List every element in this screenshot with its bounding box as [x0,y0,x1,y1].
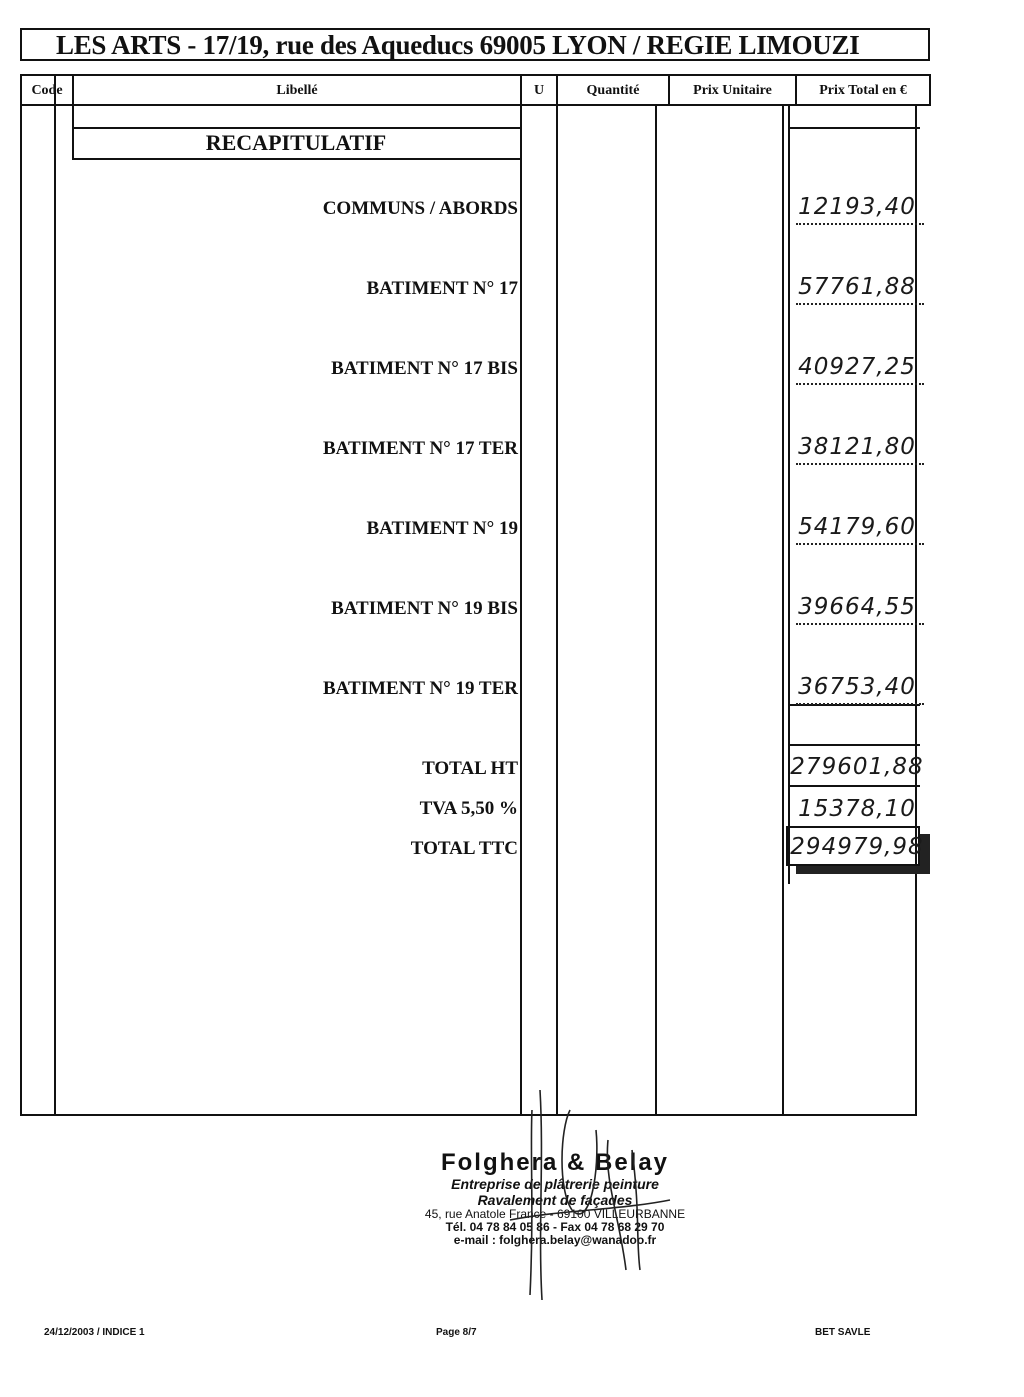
signature-drawing [500,1070,680,1310]
item-label: BATIMENT N° 19 [366,518,518,539]
col-sep-prixu [782,104,784,1116]
col-sep-quantite [655,104,657,1116]
item-label: COMMUNS / ABORDS [322,198,518,219]
header-code: Code [31,83,63,98]
title-box [20,28,930,61]
total-ttc-value: 294979,98 [790,834,924,860]
dotted-rule [796,463,924,465]
tva-value: 15378,10 [798,796,916,822]
item-label: BATIMENT N° 17 BIS [331,358,518,379]
item-total: 39664,55 [798,594,916,620]
total-ht-value: 279601,88 [790,754,924,780]
total-col-rule-1 [788,127,920,129]
col-sep-u [556,74,558,1116]
col-sep-libelle [520,74,522,1116]
item-label: BATIMENT N° 19 TER [322,678,518,699]
header-prix-unitaire: Prix Unitaire [693,83,772,98]
header-prix-total: Prix Total en € [819,83,907,98]
stamp-line2: Ravalement de façades [477,1192,633,1208]
table-border-left [20,74,22,1116]
item-total: 54179,60 [798,514,916,540]
stamp-phone: Tél. 04 78 84 05 86 - Fax 04 78 68 29 70 [445,1220,665,1234]
recap-box-bottom [72,158,522,160]
tva-label: TVA 5,50 % [419,798,518,819]
header-quantite: Quantité [586,83,640,98]
stamp-address: 45, rue Anatole France - 69100 VILLEURBANNE [424,1207,686,1221]
dotted-rule [796,703,924,705]
item-total: 36753,40 [798,674,916,700]
footer-date: 24/12/2003 / INDICE 1 [44,1327,145,1338]
item-label: BATIMENT N° 17 [366,278,518,299]
stamp-company: Folghera & Belay [440,1149,670,1176]
stamp-email: e-mail : folghera.belay@wanadoo.fr [453,1233,657,1247]
dotted-rule [796,223,924,225]
total-col-rule-4 [788,785,920,787]
dotted-rule [796,623,924,625]
total-ht-label: TOTAL HT [422,758,518,779]
item-total: 38121,80 [798,434,916,460]
item-total: 57761,88 [798,274,916,300]
section-title: RECAPITULATIF [205,130,387,155]
header-u: U [533,83,545,98]
total-ttc-label: TOTAL TTC [410,838,518,859]
dotted-rule [796,383,924,385]
dotted-rule [796,543,924,545]
dotted-rule [796,303,924,305]
header-border-right [929,74,931,106]
footer-page: Page 8/7 [436,1327,477,1338]
item-total: 12193,40 [798,194,916,220]
stamp-line1: Entreprise de plâtrerie peinture [451,1176,659,1192]
item-label: BATIMENT N° 17 TER [322,438,518,459]
total-col-rule-3 [788,744,920,746]
col-sep-code [54,74,56,1116]
header-libelle: Libellé [276,83,318,98]
footer-ref: BET SAVLE [815,1327,871,1338]
item-total: 40927,25 [798,354,916,380]
ttc-box-shadow [796,866,930,874]
document-title: LES ARTS - 17/19, rue des Aqueducs 69005 LYON / REGIE LIMOUZI [56,30,860,60]
item-label: BATIMENT N° 19 BIS [331,598,518,619]
